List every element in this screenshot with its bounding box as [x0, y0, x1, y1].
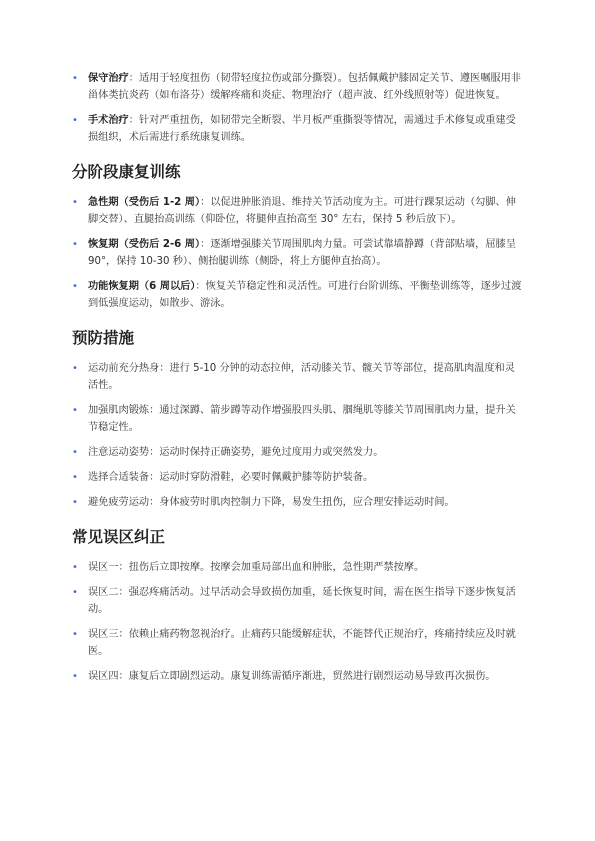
item-text: 适用于轻度扭伤（韧带轻度拉伤或部分撕裂）。包括佩戴护膝固定关节、遵医嘱服用非甾体类抗炎药（如布洛芬）缓解疼痛和炎症、物理治疗（超声波、红外线照射等）促进恢复。 — [88, 73, 521, 101]
list-item — [72, 70, 522, 104]
list-item — [72, 626, 522, 660]
bullet-icon: • — [72, 239, 78, 250]
bullet-icon: • — [72, 405, 78, 416]
bullet-icon: • — [72, 197, 78, 208]
list-item — [72, 668, 522, 685]
list-item — [72, 494, 522, 511]
prevention-list — [72, 360, 522, 511]
list-item — [72, 559, 522, 576]
bullet-icon: • — [72, 472, 78, 483]
item-text: 以促进肿胀消退、维持关节活动度为主。可进行踝泵运动（勾脚、伸脚交替）、直腿抬高训练（仰卧位，将腿伸直抬高至 30° 左右，保持 5 秒后放下）。 — [88, 197, 516, 225]
item-text: 选择合适装备：运动时穿防滑鞋，必要时佩戴护膝等防护装备。 — [88, 472, 374, 483]
section-title-rehab: 分阶段康复训练 — [72, 163, 181, 181]
item-separator: ： — [200, 239, 211, 250]
list-item — [72, 360, 522, 394]
item-separator: ： — [200, 197, 211, 208]
item-term: 恢复期（受伤后 2-6 周） — [88, 239, 201, 250]
item-separator: ： — [128, 115, 139, 126]
bullet-icon: • — [72, 115, 78, 126]
list-item — [72, 194, 522, 228]
item-text: 误区四：康复后立即剧烈运动。康复训练需循序渐进，贸然进行剧烈运动易导致再次损伤。 — [88, 671, 496, 682]
item-term: 急性期（受伤后 1-2 周） — [88, 197, 201, 208]
item-text: 针对严重扭伤，如韧带完全断裂、半月板严重撕裂等情况，需通过手术修复或重建受损组织，术后需进行系统康复训练。 — [88, 115, 516, 143]
item-text: 误区一：扭伤后立即按摩。按摩会加重局部出血和肿胀，急性期严禁按摩。 — [88, 562, 425, 573]
item-text: 注意运动姿势：运动时保持正确姿势，避免过度用力或突然发力。 — [88, 447, 384, 458]
list-item — [72, 584, 522, 618]
item-text: 运动前充分热身：进行 5-10 分钟的动态拉伸，活动膝关节、髋关节等部位，提高肌肉温度和灵活性。 — [88, 363, 515, 391]
bullet-icon: • — [72, 587, 78, 598]
item-term: 保守治疗 — [88, 73, 129, 84]
bullet-icon: • — [72, 562, 78, 573]
item-separator: ： — [195, 281, 206, 292]
item-separator: ： — [128, 73, 139, 84]
item-term: 功能恢复期（6 周以后） — [88, 281, 196, 292]
item-text: 避免疲劳运动：身体疲劳时肌肉控制力下降，易发生扭伤，应合理安排运动时间。 — [88, 497, 455, 508]
item-text: 误区二：强忍疼痛活动。过早活动会导致损伤加重，延长恢复时间，需在医生指导下逐步恢复活动。 — [88, 587, 516, 615]
list-item — [72, 278, 522, 312]
item-term: 手术治疗 — [88, 115, 129, 126]
list-item — [72, 112, 522, 146]
item-text: 加强肌肉锻炼：通过深蹲、箭步蹲等动作增强股四头肌、腘绳肌等膝关节周围肌肉力量，提升关节稳定性。 — [88, 405, 516, 433]
section-title-prevention: 预防措施 — [72, 329, 135, 347]
list-item — [72, 444, 522, 461]
bullet-icon: • — [72, 363, 78, 374]
document-content — [72, 70, 522, 693]
item-text: 恢复关节稳定性和灵活性。可进行台阶训练、平衡垫训练等，逐步过渡到低强度运动，如散步、游泳。 — [88, 281, 522, 309]
rehab-list — [72, 194, 522, 312]
bullet-icon: • — [72, 281, 78, 292]
bullet-icon: • — [72, 629, 78, 640]
treatment-list — [72, 70, 522, 146]
list-item — [72, 236, 522, 270]
bullet-icon: • — [72, 73, 78, 84]
list-item — [72, 402, 522, 436]
misconceptions-list — [72, 559, 522, 685]
item-text: 逐渐增强膝关节周围肌肉力量。可尝试靠墙静蹲（背部贴墙，屈膝呈 90°，保持 10-30 秒）、侧抬腿训练（侧卧，将上方腿伸直抬高）。 — [88, 239, 516, 267]
bullet-icon: • — [72, 671, 78, 682]
list-item — [72, 469, 522, 486]
item-text: 误区三：依赖止痛药物忽视治疗。止痛药只能缓解症状，不能替代正规治疗，疼痛持续应及时就医。 — [88, 629, 516, 657]
section-title-misconceptions: 常见误区纠正 — [72, 528, 166, 546]
bullet-icon: • — [72, 497, 78, 508]
bullet-icon: • — [72, 447, 78, 458]
